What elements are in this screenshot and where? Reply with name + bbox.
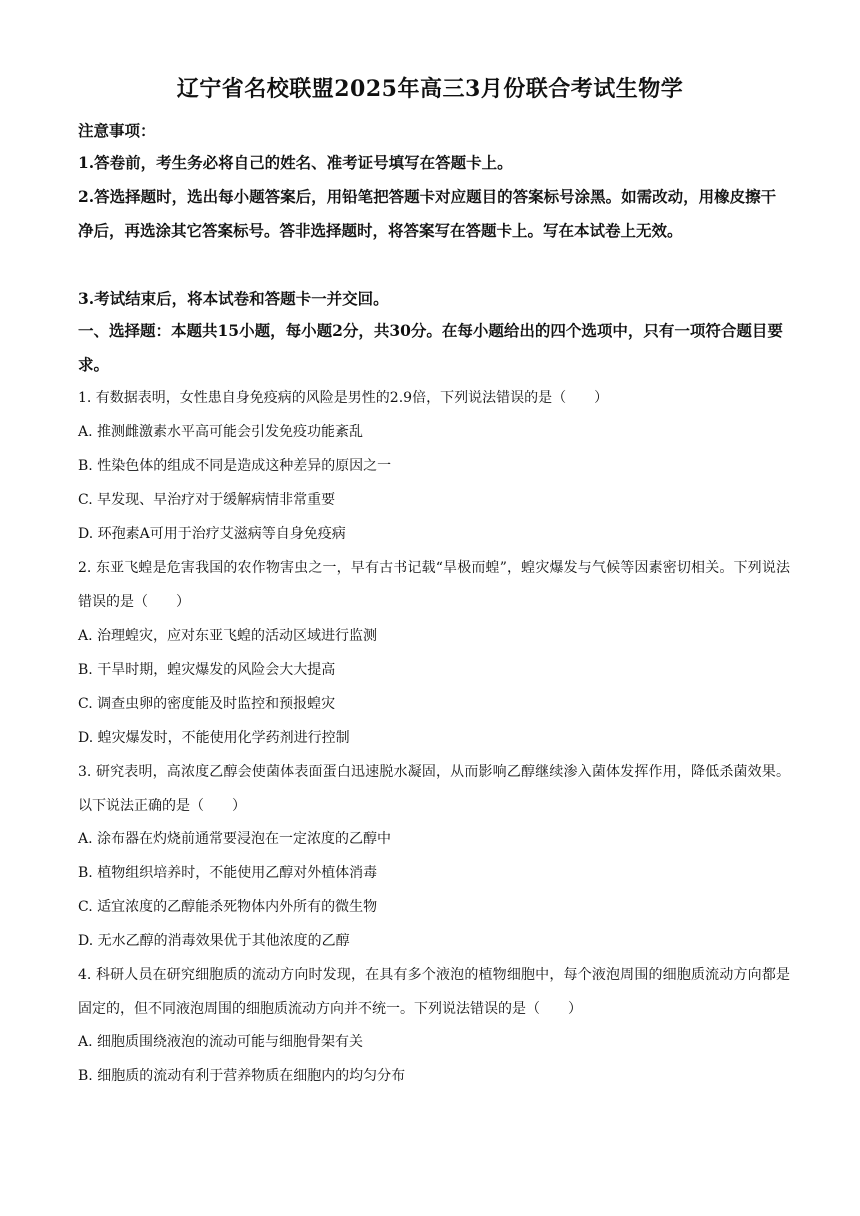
notice-item-1: 1.答卷前，考生务必将自己的姓名、准考证号填写在答题卡上。 bbox=[78, 153, 513, 172]
question-option: A. 涂布器在灼烧前通常要浸泡在一定浓度的乙醇中 bbox=[78, 831, 392, 847]
question-option: C. 早发现、早治疗对于缓解病情非常重要 bbox=[78, 492, 336, 508]
question-option: A. 治理蝗灾，应对东亚飞蝗的活动区域进行监测 bbox=[78, 628, 378, 644]
question-stem: 2. 东亚飞蝗是危害我国的农作物害虫之一，早有古书记载“旱极而蝗”，蝗灾爆发与气候等因素密切相关。下列说法错误的是（ ） bbox=[78, 560, 790, 610]
question-option: B. 细胞质的流动有利于营养物质在细胞内的均匀分布 bbox=[78, 1068, 406, 1084]
question-option: D. 蝗灾爆发时，不能使用化学药剂进行控制 bbox=[78, 730, 350, 746]
page-title: 辽宁省名校联盟2025年高三3月份联合考试生物学 bbox=[176, 76, 684, 102]
section-heading: 一、选择题：本题共15小题，每小题2分，共30分。在每小题给出的四个选项中，只有一项符合题目要求。 bbox=[78, 321, 783, 374]
notice-item-2: 2.答选择题时，选出每小题答案后，用铅笔把答题卡对应题目的答案标号涂黑。如需改动，用橡皮擦干净后，再选涂其它答案标号。答非选择题时，将答案写在答题卡上。写在本试卷上无效。 bbox=[78, 187, 777, 240]
question-option: A. 推测雌激素水平高可能会引发免疫功能紊乱 bbox=[78, 424, 364, 440]
question-option: B. 植物组织培养时，不能使用乙醇对外植体消毒 bbox=[78, 865, 378, 881]
question-option: A. 细胞质围绕液泡的流动可能与细胞骨架有关 bbox=[78, 1034, 364, 1050]
notice-heading: 注意事项： bbox=[78, 121, 156, 140]
question-option: B. 性染色体的组成不同是造成这种差异的原因之一 bbox=[78, 458, 392, 474]
question-stem: 4. 科研人员在研究细胞质的流动方向时发现，在具有多个液泡的植物细胞中，每个液泡周围的细胞质流动方向都是固定的，但不同液泡周围的细胞质流动方向并不统一。下列说法错误的是（ ） bbox=[78, 967, 790, 1017]
question-option: C. 适宜浓度的乙醇能杀死物体内外所有的微生物 bbox=[78, 899, 378, 915]
question-option: D. 无水乙醇的消毒效果优于其他浓度的乙醇 bbox=[78, 933, 350, 949]
question-option: B. 干旱时期，蝗灾爆发的风险会大大提高 bbox=[78, 662, 336, 678]
notice-item-3: 3.考试结束后，将本试卷和答题卡一并交回。 bbox=[78, 289, 389, 308]
question-stem: 3. 研究表明，高浓度乙醇会使菌体表面蛋白迅速脱水凝固，从而影响乙醇继续渗入菌体发挥作用，降低杀菌效果。以下说法正确的是（ ） bbox=[78, 764, 790, 814]
question-option: D. 环孢素A可用于治疗艾滋病等自身免疫病 bbox=[78, 526, 346, 542]
question-option: C. 调查虫卵的密度能及时监控和预报蝗灾 bbox=[78, 696, 336, 712]
question-stem: 1. 有数据表明，女性患自身免疫病的风险是男性的2.9倍，下列说法错误的是（ ） bbox=[78, 390, 609, 406]
